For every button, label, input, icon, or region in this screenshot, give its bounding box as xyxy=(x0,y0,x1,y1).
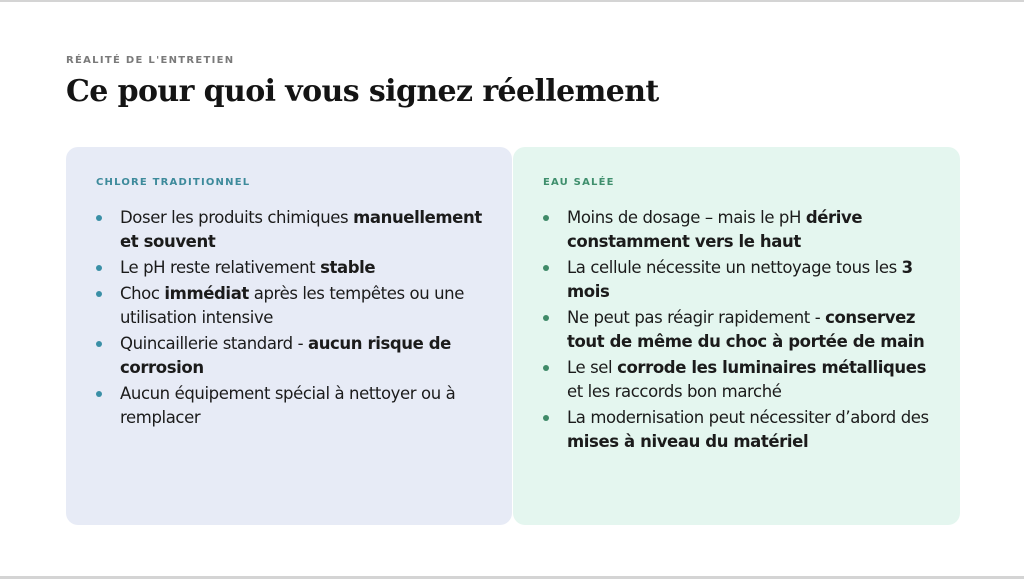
bullet-list xyxy=(96,206,484,430)
item-emphasis: immédiat xyxy=(164,284,249,303)
item-text: Aucun équipement spécial à nettoyer ou à remplacer xyxy=(120,384,456,427)
list-item xyxy=(96,332,484,380)
list-item xyxy=(96,282,484,330)
item-emphasis: manuellement et souvent xyxy=(120,208,482,251)
bullet-icon xyxy=(96,291,102,297)
list-item xyxy=(543,356,932,404)
bullet-icon xyxy=(543,215,549,221)
item-emphasis: conservez tout de même du choc à portée de main xyxy=(567,308,925,351)
bullet-icon xyxy=(96,265,102,271)
item-emphasis: aucun risque de corrosion xyxy=(120,334,451,377)
item-text: Le sel xyxy=(567,358,618,377)
bullet-icon xyxy=(543,315,549,321)
card-heading: CHLORE TRADITIONNEL xyxy=(96,177,251,188)
list-item xyxy=(96,382,484,430)
list-item xyxy=(543,256,932,304)
list-item xyxy=(543,206,932,254)
bullet-list xyxy=(543,206,932,454)
bullet-icon xyxy=(96,215,102,221)
item-text: après les tempêtes ou une utilisation intensive xyxy=(120,284,464,327)
bullet-icon xyxy=(96,391,102,397)
item-text: La cellule nécessite un nettoyage tous les xyxy=(567,258,902,277)
item-text: Ne peut pas réagir rapidement - xyxy=(567,308,826,327)
item-text: Choc xyxy=(120,284,165,303)
top-border xyxy=(0,0,1024,2)
item-text: Doser les produits chimiques xyxy=(120,208,354,227)
item-emphasis: 3 mois xyxy=(567,258,913,301)
item-emphasis: mises à niveau du matériel xyxy=(567,432,809,451)
item-emphasis: corrode les luminaires métalliques xyxy=(617,358,926,377)
item-text: Quincaillerie standard - xyxy=(120,334,308,353)
list-item xyxy=(543,406,932,454)
item-text: et les raccords bon marché xyxy=(567,382,782,401)
list-item xyxy=(96,256,484,280)
bullet-icon xyxy=(96,341,102,347)
item-text: Le pH reste relativement xyxy=(120,258,321,277)
traditional-chlorine-card xyxy=(66,147,512,525)
item-emphasis: stable xyxy=(320,258,376,277)
item-emphasis: dérive constamment vers le haut xyxy=(567,208,863,251)
salt-water-card xyxy=(513,147,960,525)
list-item xyxy=(543,306,932,354)
item-text: Moins de dosage – mais le pH xyxy=(567,208,806,227)
bullet-icon xyxy=(543,365,549,371)
section-eyebrow: RÉALITÉ DE L'ENTRETIEN xyxy=(66,55,235,66)
card-heading: EAU SALÉE xyxy=(543,177,615,188)
list-item xyxy=(96,206,484,254)
page-title: Ce pour quoi vous signez réellement xyxy=(66,74,659,109)
bullet-icon xyxy=(543,265,549,271)
item-text: La modernisation peut nécessiter d’abord des xyxy=(567,408,929,427)
bullet-icon xyxy=(543,415,549,421)
